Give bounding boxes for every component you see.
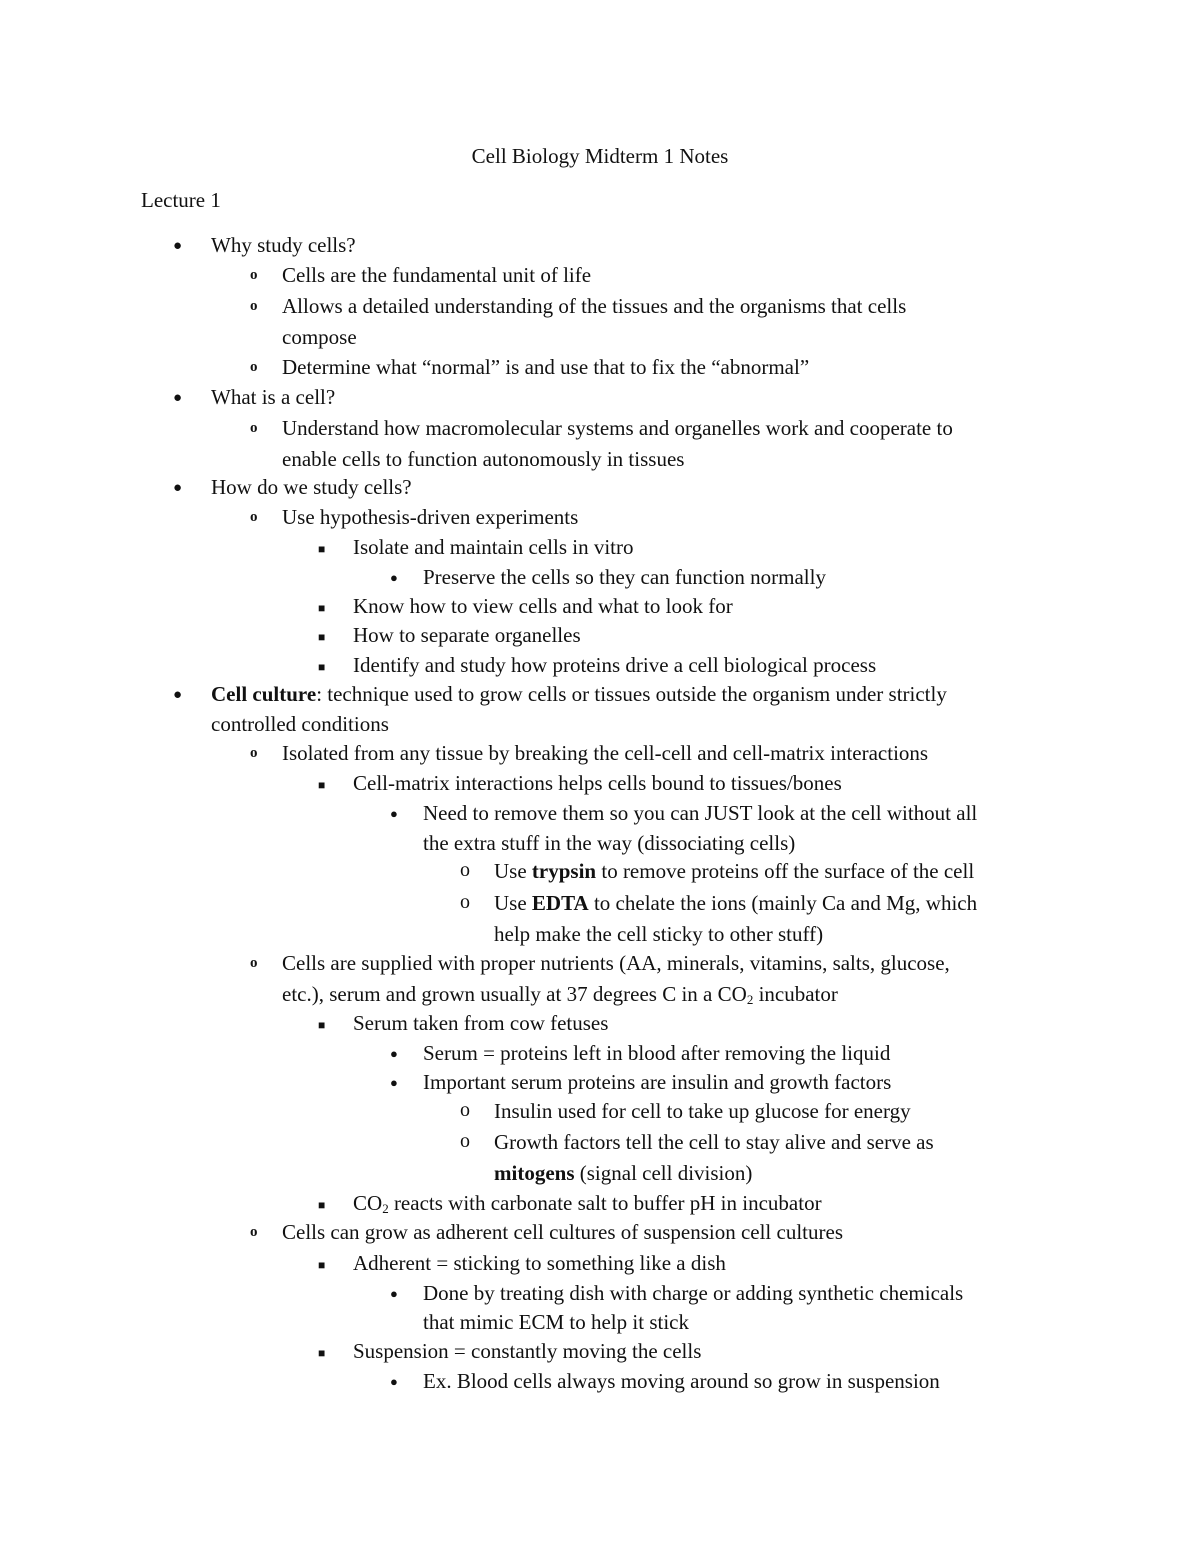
bullet-icon: ● (173, 390, 183, 406)
page-title: Cell Biology Midterm 1 Notes (471, 144, 729, 168)
hollow-bullet-icon: o (250, 359, 258, 375)
bullet-icon: ● (390, 1286, 398, 1301)
bullet-icon: ● (390, 1374, 398, 1389)
square-bullet-icon: ■ (318, 630, 326, 644)
hollow-bullet-icon: o (460, 1099, 470, 1121)
term-trypsin: trypsin (531, 859, 597, 883)
hollow-bullet-icon: o (250, 298, 258, 314)
hollow-bullet-icon: o (250, 955, 258, 971)
term-mitogens: mitogens (494, 1161, 575, 1185)
bullet-icon: ● (173, 687, 183, 703)
hollow-bullet-icon: o (250, 745, 258, 761)
square-bullet-icon: ■ (318, 1258, 326, 1272)
section-heading: Lecture 1 (141, 188, 221, 212)
bullet-icon: ● (390, 1046, 398, 1061)
square-bullet-icon: ■ (318, 1198, 326, 1212)
term-cell-culture: Cell culture (211, 682, 317, 706)
bullet-icon: ● (390, 806, 398, 821)
bullet-icon: ● (173, 480, 183, 496)
bullet-icon: ● (390, 1075, 398, 1090)
bullet-icon: ● (390, 570, 398, 585)
square-bullet-icon: ■ (318, 1346, 326, 1360)
document-page: Cell Biology Midterm 1 Notes Lecture 1 ● Why study cells? o Cells are the fundamental unit of life o Allows a detailed understanding of the tissues and the organisms that cells compose o Determine what “normal” is and use that to fix the “abnormal” ● What is a cell? o Understand how macromolecular systems and organelles work and cooperate to enable cells to function autonomously in tissues ● How do we study cells? o Use hypothesis-driven experiments ■ Isolate and maintain cells in vitro ● Preserve the cells so they can function normally ■ Know how to view cells and what to look for ■ How to separate organelles ■ Identify and study how proteins drive a cell biological process ● Cell culture: technique used to grow cells or tissues outside the organism under strictly controlled conditions o Isolated from any tissue by breaking the cell-cell and cell-matrix interactions ■ Cell-matrix interactions helps cells bound to tissues/bones ● Need to remove them so you can JUST look at the cell without all the extra stuff in the way (dissociating cells) o Use trypsin to remove proteins off the surface of the cell o Use EDTA to chelate the ions (mainly Ca and Mg, which help make the cell sticky to other stuff) o Cells are supplied with proper nutrients (AA, minerals, vitamins, salts, glucose, etc.), serum and grown usually at 37 degrees C in a $CO_2$ incubator ■ Serum taken from cow fetuses ● Serum = proteins left in blood after removing the liquid ● Important serum proteins are insulin and growth factors o Insulin used for cell to take up glucose for energy o Growth factors tell the cell to stay alive and serve as mitogens (signal cell division) ■ $CO_2$ reacts with carbonate salt to buffer pH in incubator o Cells can grow as adherent cell cultures of suspension cell cultures ■ Adherent = sticking to something like a dish ● Done by treating dish with charge or adding synthetic chemicals that mimic ECM to help it stick ■ Suspension = constantly moving the cells ● Ex. Blood cells always moving around so grow in suspension (0, 0, 1200, 1553)
hollow-bullet-icon: o (250, 1224, 258, 1240)
hollow-bullet-icon: o (460, 1130, 470, 1152)
hollow-bullet-icon: o (460, 891, 470, 913)
term-edta: EDTA (531, 891, 589, 915)
bullet-icon: ● (173, 238, 183, 254)
hollow-bullet-icon: o (460, 859, 470, 881)
hollow-bullet-icon: o (250, 420, 258, 436)
square-bullet-icon: ■ (318, 1018, 326, 1032)
square-bullet-icon: ■ (318, 778, 326, 792)
square-bullet-icon: ■ (318, 601, 326, 615)
hollow-bullet-icon: o (250, 267, 258, 283)
square-bullet-icon: ■ (318, 542, 326, 556)
hollow-bullet-icon: o (250, 509, 258, 525)
square-bullet-icon: ■ (318, 660, 326, 674)
